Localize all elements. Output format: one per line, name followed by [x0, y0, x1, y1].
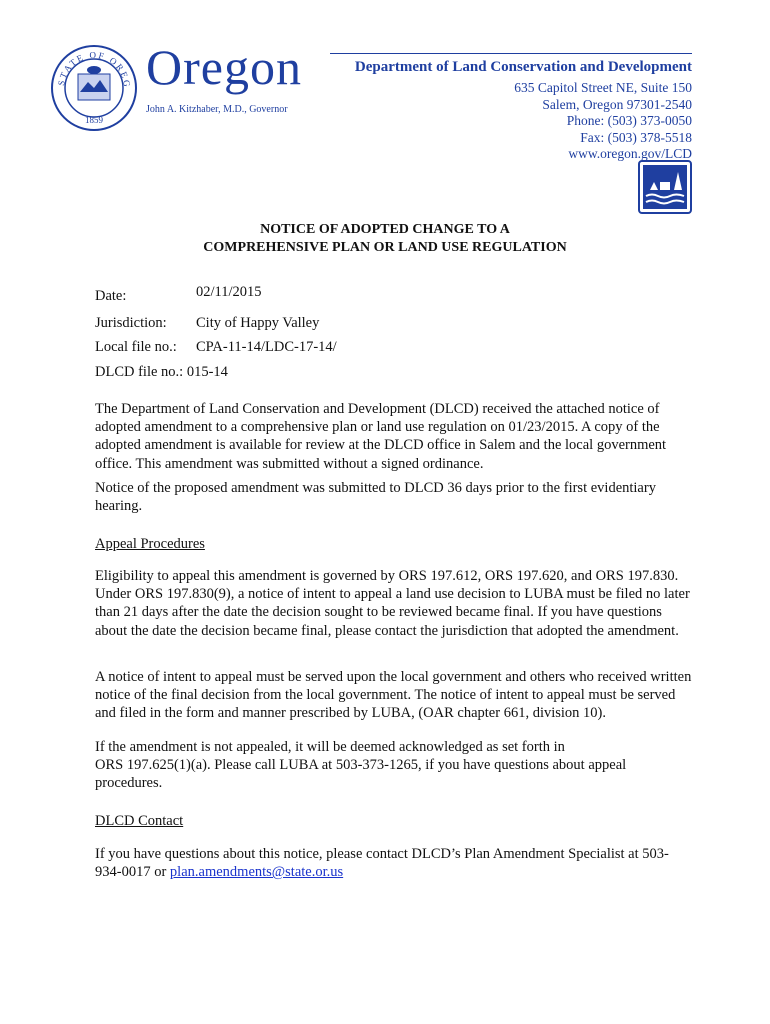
field-value: 02/11/2015	[196, 284, 262, 300]
oregon-state-seal	[50, 44, 138, 132]
contact-phone-tail: 934-0017 or	[95, 864, 167, 881]
field-local-file	[95, 339, 337, 356]
paragraph-contact	[95, 845, 695, 881]
not-appealed-line-1: If the amendment is not appealed, it will be deemed acknowledged as set forth in	[95, 739, 565, 755]
address-phone: Phone: (503) 373-0050	[566, 113, 692, 129]
paragraph-eligibility: Eligibility to appeal this amendment is governed by ORS 197.612, ORS 197.620, and ORS 197.830. Under ORS 197.830(9), a notice of intent to appeal a land use decision to LUBA must be filed no later than 21 days after the date the decision sought to be reviewed became final. If you have questions about the date the decision became final, please contact the jurisdiction that adopted the amendment.	[95, 568, 690, 639]
paragraph-notice-of-intent: A notice of intent to appeal must be served upon the local government and others who received written notice of the final decision from the local government. The notice of intent to appeal must be served and filed in the form and manner prescribed by LUBA, (OAR chapter 661, division 10).	[95, 669, 692, 722]
field-value: City of Happy Valley	[196, 315, 320, 331]
contact-line-2	[95, 863, 695, 881]
contact-line-1: If you have questions about this notice, please contact DLCD’s Plan Amendment Specialist at 503-	[95, 846, 669, 862]
address-street: 635 Capitol Street NE, Suite 150	[514, 80, 692, 95]
oregon-wordmark: Oregon	[146, 39, 302, 95]
svg-text:STATE OF OREGON: STATE OF OREG	[55, 49, 133, 89]
address-fax: Fax: (503) 378-5518	[580, 129, 692, 145]
field-value: CPA-11-14/LDC-17-14/	[196, 339, 337, 355]
not-appealed-line-2: ORS 197.625(1)(a). Please call LUBA at 503-373-1265, if you have questions about appeal procedures.	[95, 757, 627, 792]
field-jurisdiction	[95, 315, 319, 332]
department-name: Department of Land Conservation and Development	[354, 59, 692, 75]
governor-name: John A. Kitzhaber, M.D., Governor	[146, 104, 288, 115]
field-value: 015-14	[186, 364, 228, 380]
field-label: Date:	[95, 288, 127, 304]
title-line-2: COMPREHENSIVE PLAN OR LAND USE REGULATION	[203, 240, 567, 255]
field-dlcd-file	[95, 364, 228, 381]
notice-title	[0, 221, 770, 257]
heading-dlcd-contact: DLCD Contact	[95, 813, 184, 829]
paragraph-not-appealed	[95, 738, 695, 793]
dlcd-logo-icon	[638, 160, 692, 214]
plan-amendments-email-link[interactable]: plan.amendments@state.or.us	[169, 864, 344, 881]
letterhead-rule	[330, 53, 692, 54]
address-city: Salem, Oregon 97301-2540	[542, 96, 692, 112]
title-line-1: NOTICE OF ADOPTED CHANGE TO A	[260, 222, 510, 237]
paragraph-proposed: Notice of the proposed amendment was submitted to DLCD 36 days prior to the first evidentiary hearing.	[95, 480, 656, 515]
heading-appeal-procedures: Appeal Procedures	[95, 536, 205, 552]
field-label: Jurisdiction:	[95, 315, 167, 331]
svg-text:1859: 1859	[85, 115, 103, 125]
field-label: DLCD file no.:	[95, 364, 184, 380]
paragraph-received: The Department of Land Conservation and Development (DLCD) received the attached notice of adopted amendment to a comprehensive plan or land use regulation on 01/23/2015. A copy of the adopted amendment is available for review at the DLCD office in Salem and the local government office. This amendment was submitted without a signed ordinance.	[95, 401, 667, 472]
address-website: www.oregon.gov/LCD	[568, 146, 692, 162]
department-address	[514, 80, 692, 163]
field-label: Local file no.:	[95, 339, 177, 355]
field-date	[95, 284, 262, 305]
